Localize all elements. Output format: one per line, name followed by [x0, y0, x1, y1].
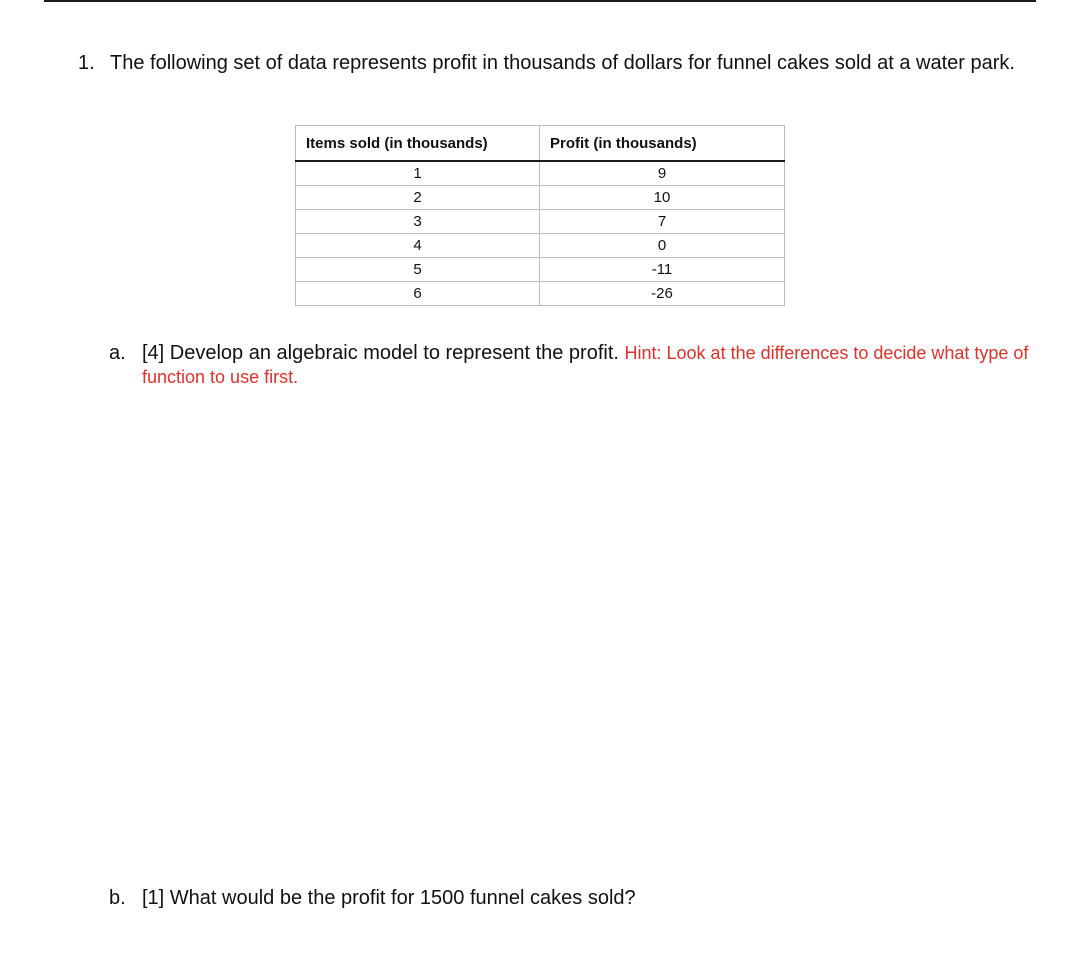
- cell-items-sold: 6: [296, 282, 540, 306]
- cell-profit: 0: [540, 234, 785, 258]
- top-divider: [44, 0, 1036, 2]
- cell-profit: -11: [540, 258, 785, 282]
- header-items-sold: Items sold (in thousands): [296, 126, 540, 162]
- cell-profit: 7: [540, 210, 785, 234]
- question-text: The following set of data represents profit in thousands of dollars for funnel cakes sold at a water park.: [110, 52, 1015, 74]
- cell-profit: 10: [540, 186, 785, 210]
- data-table: [295, 125, 785, 306]
- table-row: [296, 258, 785, 282]
- cell-profit: -26: [540, 282, 785, 306]
- header-profit: Profit (in thousands): [540, 126, 785, 162]
- table-row: [296, 234, 785, 258]
- cell-items-sold: 2: [296, 186, 540, 210]
- cell-items-sold: 5: [296, 258, 540, 282]
- part-a-question: [142, 341, 1037, 389]
- table-header-row: [296, 126, 785, 162]
- table-row: [296, 161, 785, 186]
- part-a-label: a.: [109, 342, 126, 364]
- question-number: 1.: [78, 52, 95, 74]
- cell-items-sold: 3: [296, 210, 540, 234]
- table-row: [296, 186, 785, 210]
- table-row: [296, 210, 785, 234]
- part-b-question: [1] What would be the profit for 1500 funnel cakes sold?: [142, 887, 636, 909]
- cell-profit: 9: [540, 161, 785, 186]
- part-a-hint: Hint: Look at the differences to decide what type of function to use first.: [142, 343, 1029, 387]
- part-b-label: b.: [109, 887, 126, 909]
- part-a-text: [4] Develop an algebraic model to represent the profit.: [142, 342, 619, 364]
- cell-items-sold: 4: [296, 234, 540, 258]
- table-row: [296, 282, 785, 306]
- cell-items-sold: 1: [296, 161, 540, 186]
